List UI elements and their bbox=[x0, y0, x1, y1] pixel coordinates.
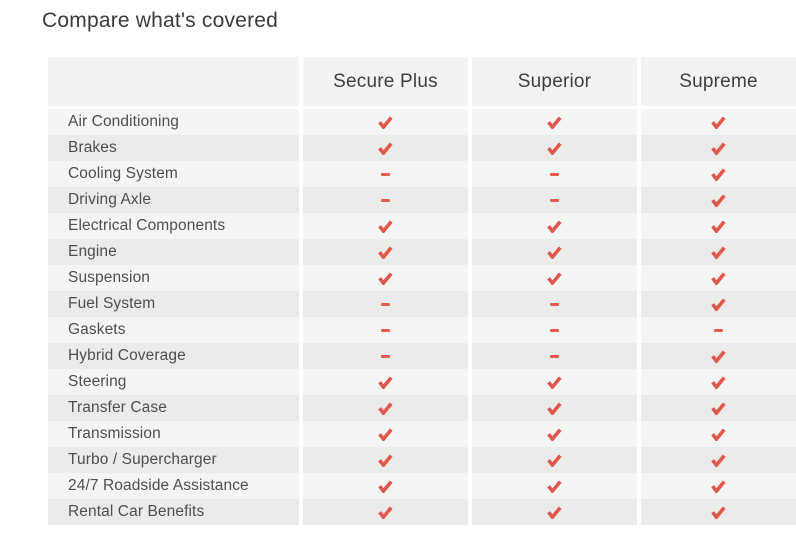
check-icon bbox=[711, 454, 726, 467]
coverage-cell-superior bbox=[472, 447, 637, 473]
dash-icon bbox=[381, 199, 390, 202]
check-icon bbox=[711, 194, 726, 207]
check-icon bbox=[547, 480, 562, 493]
coverage-cell-secure-plus bbox=[303, 447, 468, 473]
dash-icon bbox=[550, 173, 559, 176]
coverage-cell-secure-plus bbox=[303, 161, 468, 187]
coverage-cell-superior bbox=[472, 187, 637, 213]
coverage-cell-supreme bbox=[641, 369, 796, 395]
check-icon bbox=[378, 376, 393, 389]
check-icon bbox=[378, 272, 393, 285]
coverage-comparison-table bbox=[48, 57, 796, 525]
check-icon bbox=[711, 220, 726, 233]
coverage-cell-supreme bbox=[641, 187, 796, 213]
row-label: Hybrid Coverage bbox=[48, 343, 299, 369]
check-icon bbox=[711, 142, 726, 155]
coverage-cell-supreme bbox=[641, 395, 796, 421]
check-icon bbox=[378, 116, 393, 129]
coverage-cell-secure-plus bbox=[303, 291, 468, 317]
coverage-cell-supreme bbox=[641, 421, 796, 447]
coverage-cell-supreme bbox=[641, 109, 796, 135]
coverage-cell-secure-plus bbox=[303, 343, 468, 369]
row-label: Fuel System bbox=[48, 291, 299, 317]
coverage-cell-superior bbox=[472, 317, 637, 343]
coverage-cell-secure-plus bbox=[303, 395, 468, 421]
column-header-label: Secure Plus bbox=[333, 70, 438, 92]
coverage-cell-supreme bbox=[641, 213, 796, 239]
header-cell-secure-plus bbox=[303, 57, 468, 109]
dash-icon bbox=[381, 355, 390, 358]
check-icon bbox=[547, 272, 562, 285]
coverage-cell-superior bbox=[472, 161, 637, 187]
row-label: Transfer Case bbox=[48, 395, 299, 421]
page-title: Compare what's covered bbox=[42, 9, 279, 32]
coverage-cell-supreme bbox=[641, 343, 796, 369]
coverage-cell-superior bbox=[472, 343, 637, 369]
check-icon bbox=[547, 376, 562, 389]
row-label: Transmission bbox=[48, 421, 299, 447]
dash-icon bbox=[381, 329, 390, 332]
check-icon bbox=[547, 428, 562, 441]
row-label: Driving Axle bbox=[48, 187, 299, 213]
check-icon bbox=[547, 142, 562, 155]
dash-icon bbox=[550, 303, 559, 306]
check-icon bbox=[711, 506, 726, 519]
coverage-cell-superior bbox=[472, 499, 637, 525]
row-label: Rental Car Benefits bbox=[48, 499, 299, 525]
check-icon bbox=[378, 220, 393, 233]
coverage-cell-superior bbox=[472, 239, 637, 265]
coverage-cell-supreme bbox=[641, 473, 796, 499]
check-icon bbox=[711, 272, 726, 285]
check-icon bbox=[711, 298, 726, 311]
row-label: Engine bbox=[48, 239, 299, 265]
dash-icon bbox=[550, 329, 559, 332]
row-label: Turbo / Supercharger bbox=[48, 447, 299, 473]
row-label: Brakes bbox=[48, 135, 299, 161]
check-icon bbox=[711, 402, 726, 415]
check-icon bbox=[547, 116, 562, 129]
coverage-cell-secure-plus bbox=[303, 109, 468, 135]
coverage-cell-superior bbox=[472, 265, 637, 291]
coverage-cell-secure-plus bbox=[303, 369, 468, 395]
check-icon bbox=[711, 116, 726, 129]
dash-icon bbox=[381, 173, 390, 176]
coverage-cell-secure-plus bbox=[303, 239, 468, 265]
coverage-cell-secure-plus bbox=[303, 265, 468, 291]
check-icon bbox=[711, 350, 726, 363]
check-icon bbox=[378, 480, 393, 493]
coverage-cell-supreme bbox=[641, 447, 796, 473]
check-icon bbox=[378, 428, 393, 441]
check-icon bbox=[547, 402, 562, 415]
check-icon bbox=[711, 246, 726, 259]
coverage-cell-secure-plus bbox=[303, 499, 468, 525]
coverage-cell-supreme bbox=[641, 499, 796, 525]
header-cell-supreme bbox=[641, 57, 796, 109]
coverage-cell-superior bbox=[472, 369, 637, 395]
column-header-label: Supreme bbox=[679, 70, 758, 92]
row-label: Cooling System bbox=[48, 161, 299, 187]
coverage-cell-superior bbox=[472, 395, 637, 421]
dash-icon bbox=[381, 303, 390, 306]
check-icon bbox=[547, 220, 562, 233]
coverage-cell-superior bbox=[472, 213, 637, 239]
coverage-cell-secure-plus bbox=[303, 135, 468, 161]
check-icon bbox=[378, 142, 393, 155]
check-icon bbox=[711, 428, 726, 441]
dash-icon bbox=[550, 199, 559, 202]
check-icon bbox=[711, 376, 726, 389]
header-cell-blank bbox=[48, 57, 299, 109]
coverage-cell-secure-plus bbox=[303, 187, 468, 213]
check-icon bbox=[547, 246, 562, 259]
coverage-cell-supreme bbox=[641, 135, 796, 161]
row-label: Electrical Components bbox=[48, 213, 299, 239]
coverage-cell-supreme bbox=[641, 291, 796, 317]
header-cell-superior bbox=[472, 57, 637, 109]
row-label: 24/7 Roadside Assistance bbox=[48, 473, 299, 499]
coverage-cell-supreme bbox=[641, 265, 796, 291]
dash-icon bbox=[550, 355, 559, 358]
coverage-cell-secure-plus bbox=[303, 317, 468, 343]
coverage-cell-superior bbox=[472, 473, 637, 499]
check-icon bbox=[547, 506, 562, 519]
row-label: Air Conditioning bbox=[48, 109, 299, 135]
check-icon bbox=[378, 246, 393, 259]
row-label: Gaskets bbox=[48, 317, 299, 343]
coverage-cell-superior bbox=[472, 135, 637, 161]
check-icon bbox=[711, 480, 726, 493]
coverage-cell-secure-plus bbox=[303, 213, 468, 239]
check-icon bbox=[711, 168, 726, 181]
column-header-label: Superior bbox=[517, 70, 592, 92]
row-label: Steering bbox=[48, 369, 299, 395]
coverage-cell-secure-plus bbox=[303, 473, 468, 499]
coverage-cell-supreme bbox=[641, 161, 796, 187]
coverage-cell-supreme bbox=[641, 317, 796, 343]
coverage-cell-supreme bbox=[641, 239, 796, 265]
coverage-cell-superior bbox=[472, 421, 637, 447]
dash-icon bbox=[714, 329, 723, 332]
check-icon bbox=[378, 506, 393, 519]
check-icon bbox=[378, 402, 393, 415]
coverage-cell-superior bbox=[472, 291, 637, 317]
row-label: Suspension bbox=[48, 265, 299, 291]
coverage-cell-superior bbox=[472, 109, 637, 135]
check-icon bbox=[378, 454, 393, 467]
check-icon bbox=[547, 454, 562, 467]
coverage-cell-secure-plus bbox=[303, 421, 468, 447]
